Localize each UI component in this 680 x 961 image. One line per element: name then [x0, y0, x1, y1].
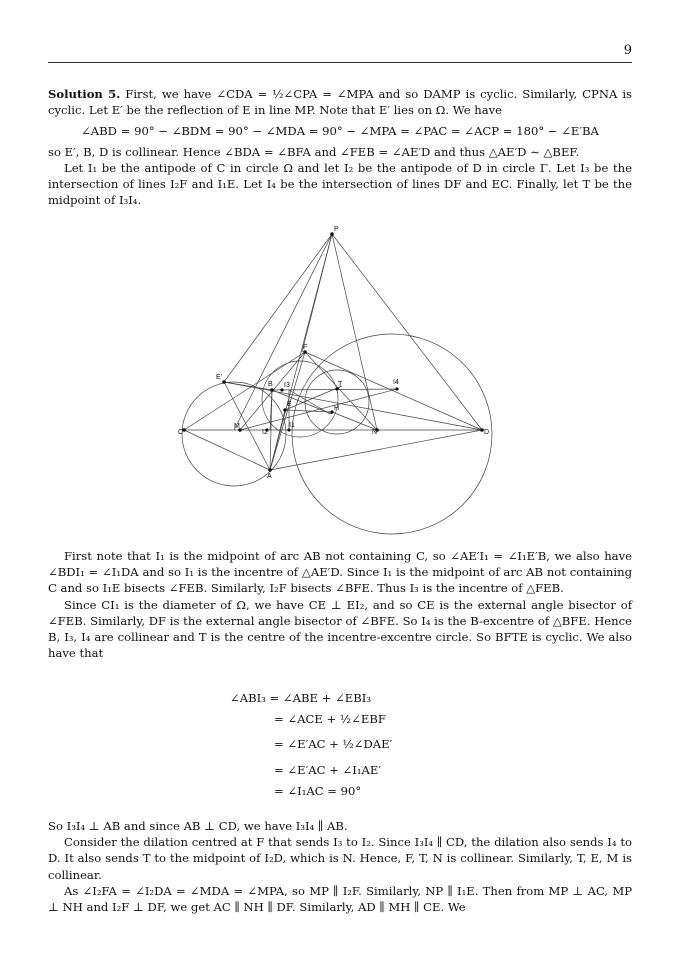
eq-line-3: = ∠E′AC + ½∠DAE′: [274, 737, 393, 752]
eq-line-2: = ∠ACE + ½∠EBF: [274, 712, 386, 727]
display-equation: ∠ABD = 90° − ∠BDM = 90° − ∠MDA = 90° − ∠MPA = ∠PAC = ∠ACP = 180° − ∠E′BA: [81, 124, 599, 139]
label-E-prime: E': [216, 374, 223, 381]
intro-block: [48, 86, 632, 208]
eq-line-1: ∠ABI₃ = ∠ABE + ∠EBI₃: [230, 691, 371, 705]
angle-equation-block: [230, 690, 490, 799]
incentre-paragraph: First note that I₁ is the midpoint of arc AB not containing C, so ∠AE′I₁ = ∠I₁E′B, we also have ∠BDI₁ = ∠I₁DA and so I₁ is the incentre of △AE′D. Since I₁ is the midpoint of arc AB not containing C and so I₁E bisects ∠FEB. Similarly, I₂F bisects ∠BFE. Thus I₃ is the incentre of △FEB.: [48, 549, 632, 596]
label-B: B: [268, 381, 273, 388]
label-P: P: [334, 226, 339, 233]
eq-line-5: = ∠I₁AC = 90°: [274, 783, 362, 798]
label-H: H: [334, 405, 340, 412]
label-T: T: [338, 381, 343, 388]
geometry-figure: [172, 224, 510, 542]
label-I1: I1: [289, 422, 295, 429]
intro-line1: First, we have ∠CDA = ½∠CPA = ∠MPA and so DAMP is cyclic. Similarly, CPNA is cyclic. Let E′ be the reflection of E in line MP. Note that E′ lies on Ω. We have: [48, 87, 632, 118]
label-E: E: [287, 401, 292, 408]
eq-line-4: = ∠E′AC + ∠I₁AE′: [274, 762, 381, 777]
body-block-2: [48, 818, 632, 915]
circle-incentre-excentre: [305, 370, 369, 434]
page-number: 9: [623, 43, 632, 58]
label-F: F: [303, 344, 308, 351]
dilation-paragraph: Consider the dilation centred at F that sends I₃ to I₂. Since I₃I₄ ∥ CD, the dilation also sends I₄ to D. It also sends T to the midpoint of I₂D, which is N. Hence, F, T, N is collinear. Similarly, T, E, M is collinear.: [48, 835, 632, 882]
label-C: C: [178, 429, 184, 436]
definitions-paragraph: Let I₁ be the antipode of C in circle Ω and let I₂ be the antipode of D in circle Γ. Let I₃ be the intersection of lines I₂F and I₁E. Let I₄ be the intersection of lines DF and EC. Finally, let T be the midpoint of I₃I₄.: [48, 160, 632, 208]
label-A: A: [267, 473, 272, 480]
label-D: D: [484, 429, 490, 436]
label-I2: I2: [262, 429, 268, 436]
header-rule: [48, 62, 632, 63]
label-I3: I3: [284, 382, 290, 389]
solution-heading: Solution 5.: [48, 87, 121, 101]
label-N: N: [372, 429, 378, 436]
intro-line2: so E′, B, D is collinear. Hence ∠BDA = ∠BFA and ∠FEB = ∠AE′D and thus △AE′D ∼ △BEF.: [48, 144, 580, 159]
final-paragraph: As ∠I₂FA = ∠I₂DA = ∠MDA = ∠MPA, so MP ∥ I₂F. Similarly, NP ∥ I₁E. Then from MP ⊥ AC, MP ⊥ NH and I₂F ⊥ DF, we get AC ∥ NH ∥ DF. Similarly, AD ∥ MH ∥ CE. We: [48, 883, 632, 915]
body-block-1: [48, 548, 632, 661]
label-I4: I4: [393, 379, 399, 386]
parallel-paragraph: So I₃I₄ ⊥ AB and since AB ⊥ CD, we have I₃I₄ ∥ AB.: [48, 819, 348, 833]
excentre-paragraph: Since CI₁ is the diameter of Ω, we have CE ⊥ EI₂, and so CE is the external angle bisector of ∠FEB. Similarly, DF is the external angle bisector of ∠BFE. So I₄ is the B-excentre of △BFE. Hence B, I₃, I₄ are collinear and T is the centre of the incentre-excentre circle. So BFTE is cyclic. We also have that: [48, 597, 632, 661]
label-M: M: [234, 423, 240, 430]
solution-paragraph: [48, 86, 632, 118]
